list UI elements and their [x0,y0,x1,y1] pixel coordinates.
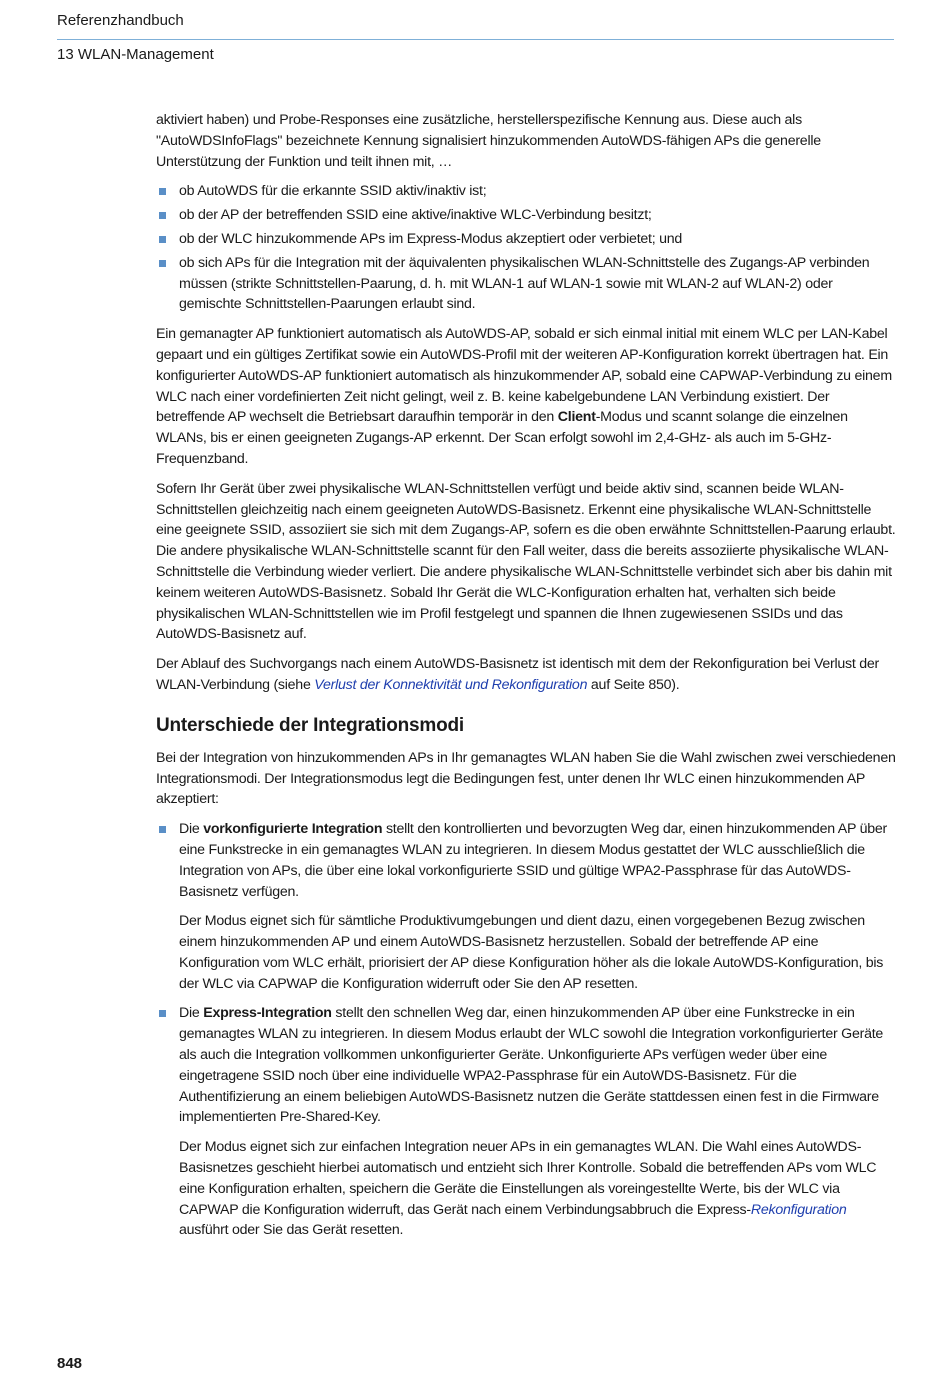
managed-ap-text: Ein gemanagter AP funktioniert automatisch als AutoWDS-AP, sobald er sich einmal initial mit einem WLC per LAN-Kabel gepaart und ein gültiges Zertifikat sowie ein AutoWDS-Profil mit der weiteren AP-Konfiguration korrekt übertragen hat. Ein konfigurierter AutoWDS-AP funktioniert automatisch als hinzukommender AP, sobald eine CAPWAP-Verbindung zu einem WLC nach einer vordefinierten Zeit nicht gelingt, weil z. B. keine kabelgebundene LAN Verbindung existiert. Der betreffende AP wechselt die Betriebsart daraufhin temporär in den [156,326,892,426]
square-bullet-icon [159,236,166,243]
square-bullet-icon [159,826,166,833]
list-item-text: ob AutoWDS für die erkannte SSID aktiv/inaktiv ist; [179,183,487,200]
managed-ap-paragraph [156,324,896,470]
page-body [156,110,896,1250]
list-item-text: ob sich APs für die Integration mit der äquivalenten physikalischen WLAN-Schnittstelle des Zugangs-AP verbinden müssen (strikte Schnittstellen-Paarung, d. h. mit WLAN-1 auf WLAN-1 sowie mit WLAN-2 auf WLAN-2) oder gemischte Schnittstellen-Paarungen erlaubt sind. [179,254,870,313]
client-mode-term: Client [557,409,596,426]
list-item [156,205,896,226]
intro-paragraph: aktiviert haben) und Probe-Responses eine zusätzliche, herstellerspezifische Kennung aus. Diese auch als "AutoWDSInfoFlags" bezeichnete Kennung signalisiert hinzukommenden AutoWDS-fähigen APs die generelle Unterstützung der Funktion und teilt ihnen mit, … [156,112,821,170]
managed-ap-text-continued: -Modus und scannt solange die einzelnen WLANs, bis er einen geeigneten Zugangs-AP erkennt. Der Scan erfolgt sowohl im 2,4-GHz- als auch im 5-GHz-Frequenzband. [156,409,848,467]
section-intro-paragraph: Bei der Integration von hinzukommenden APs in Ihr gemanagtes WLAN haben Sie die Wahl zwischen zwei verschiedenen Integrationsmodi. Der Integrationsmodus legt die Bedingungen fest, unter denen Ihr WLC einen hinzukommenden AP akzeptiert: [156,749,896,808]
list-item [156,181,896,202]
square-bullet-icon [159,212,166,219]
square-bullet-icon [159,260,166,267]
search-process-text: Der Ablauf des Suchvorgangs nach einem AutoWDS-Basisnetz ist identisch mit dem der Rekonfiguration bei Verlust der WLAN-Verbindung (siehe [156,656,880,693]
express-mode-detail-end: ausführt oder Sie das Gerät resetten. [179,1222,404,1239]
list-item [156,253,896,315]
mode-lead: Die [179,1005,204,1022]
preconfigured-mode-term: vorkonfigurierte Integration [203,821,383,838]
mode-lead: Die [179,821,204,838]
list-item-text: ob der AP der betreffenden SSID eine aktive/inaktive WLC-Verbindung besitzt; [179,207,652,224]
page-number: 848 [57,1355,83,1372]
list-item-preconfigured-mode [156,819,896,994]
rekonfiguration-crossref-link[interactable]: Rekonfiguration [750,1201,847,1218]
chapter-title: 13 WLAN-Management [57,46,214,63]
running-title: Referenzhandbuch [57,12,184,29]
express-mode-text: stellt den schnellen Weg dar, einen hinzukommenden AP über eine Funkstrecke in ein gemanagtes WLAN zu integrieren. In diesem Modus erlaubt der WLC sowohl die Integration vorkonfigurierter Geräte als auch die Integration vollkommen unkonfigurierter Geräte. Unkonfigurierte APs verfügen weder über eine eingetragene SSID noch über eine individuelle WPA2-Passphrase für ein AutoWDS-Basisnetz. Für die Authentifizierung an einem beliebigen AutoWDS-Basisnetz nutzen die Geräte stattdessen einen fest in die Firmware implementierten Pre-Shared-Key. [179,1005,884,1126]
reconfiguration-crossref-link[interactable]: Verlust der Konnektivität und Rekonfiguration [314,676,588,693]
express-mode-summary [179,1003,896,1128]
autowds-flags-list [156,181,896,315]
list-item-text: ob der WLC hinzukommende APs im Express-Modus akzeptiert oder verbietet; und [179,230,683,247]
search-process-text-end: auf Seite 850). [587,676,680,693]
header-rule [57,39,894,40]
square-bullet-icon [159,188,166,195]
express-mode-detail [179,1137,896,1241]
list-item-express-mode [156,1003,896,1241]
two-interfaces-paragraph: Sofern Ihr Gerät über zwei physikalische WLAN-Schnittstellen verfügt und beide aktiv sind, scannen beide WLAN-Schnittstellen gleichzeitig nach einem geeigneten AutoWDS-Basisnetz. Erkennt eine physikalische WLAN-Schnittstelle eine geeignete SSID, assoziiert sie sich mit dem Zugangs-AP, sofern es die oben erwähnte Schnittstellen-Paarung erlaubt. Die andere physikalische WLAN-Schnittstelle scannt für den Fall weiter, dass die bereits assoziierte physikalische WLAN-Schnittstelle die Verbindung wieder verliert. Die andere physikalische WLAN-Schnittstelle verbindet sich aber bis dahin mit keinem weiteren AutoWDS-Basisnetz. Sobald Ihr Gerät die WLC-Konfiguration erhalten hat, verhalten sich beide physikalischen WLAN-Schnittstellen wie im Profil festgelegt und spannen die Ihnen zugewiesenen SSIDs und das AutoWDS-Basisnetz auf. [156,480,896,643]
preconfigured-mode-summary [179,819,896,902]
integration-modes-list [156,819,896,1241]
section-heading: Unterschiede der Integrationsmodi [156,714,465,736]
preconfigured-mode-detail: Der Modus eignet sich für sämtliche Produktivumgebungen und dient dazu, einen vorgegebenen Bezug zwischen einem hinzukommenden AP und einem AutoWDS-Basisnetz herzustellen. Sobald der betreffende AP eine Konfiguration vom WLC erhält, priorisiert der AP diese Konfiguration höher als die lokale AutoWDS-Konfiguration, bis der WLC via CAPWAP die Konfiguration widerruft oder Sie den AP resetten. [179,913,884,992]
square-bullet-icon [159,1010,166,1017]
search-process-paragraph [156,654,896,696]
express-mode-detail-text: Der Modus eignet sich zur einfachen Integration neuer APs in ein gemanagtes WLAN. Die Wahl eines AutoWDS-Basisnetzes geschieht hierbei automatisch und entzieht sich Ihrer Kontrolle. Sobald die betreffenden APs vom WLC eine Konfiguration erhalten, speichern die Geräte die Einstellungen als voreingestellte Werte, bis der WLC via CAPWAP die Konfiguration widerruft, das Gerät nach einem Verbindungsabbruch die Express- [179,1139,877,1218]
express-mode-term: Express-Integration [203,1005,332,1022]
preconfigured-mode-text: stellt den kontrollierten und bevorzugten Weg dar, einen hinzukommenden AP über eine Funkstrecke in ein gemanagtes WLAN zu integrieren. In diesem Modus gestattet der WLC ausschließlich die Integration von APs, die über eine lokal vorkonfigurierte SSID und gültige WPA2-Passphrase für das AutoWDS-Basisnetz verfügen. [179,821,888,900]
list-item [156,229,896,250]
